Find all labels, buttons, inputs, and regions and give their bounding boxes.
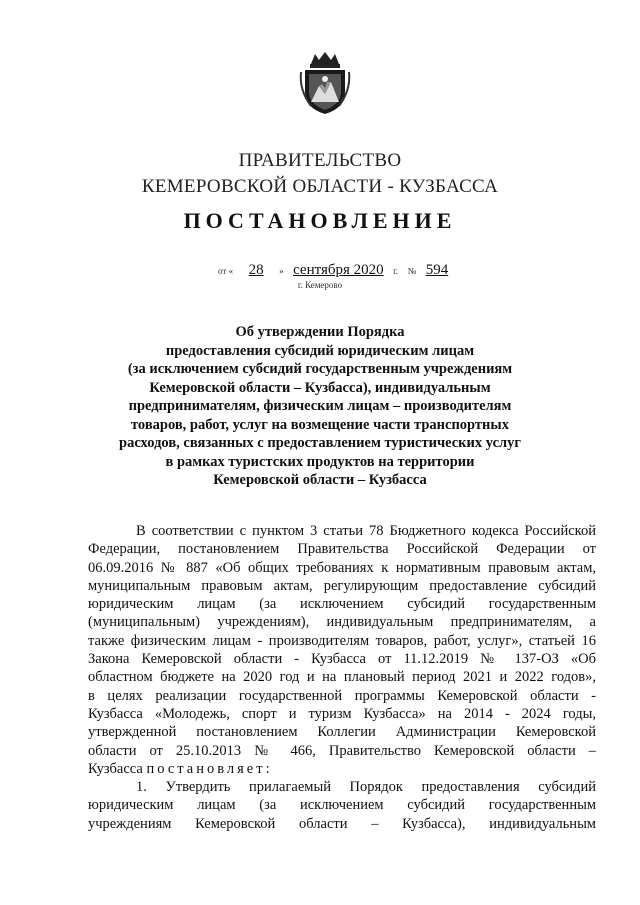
title-line: (за исключением субсидий государственным учреждениям — [127, 361, 513, 377]
resolves-prefix: Кузбасса — [88, 760, 143, 777]
date-day: 28 — [248, 262, 264, 278]
body-line-resolves — [88, 760, 596, 778]
date-number-row — [218, 262, 454, 279]
body-line: утвержденной постановлением Коллегии Администрации Кемеровской — [88, 724, 596, 741]
body-line: в целях реализации государственной программы Кемеровской области - — [88, 687, 596, 704]
body-line: муниципальным правовым актам, регулирующим предоставление субсидий — [88, 577, 596, 594]
title-line: предпринимателям, физическим лицам – производителям — [128, 398, 512, 414]
city-label: г. Кемерово — [297, 280, 343, 290]
date-year-suffix: г. — [393, 266, 399, 276]
body-line: юридическим лицам (за исключением субсидий государственным — [88, 797, 596, 814]
document-body — [88, 522, 596, 833]
body-line: В соответствии с пунктом 3 статьи 78 Бюджетного кодекса Российской — [136, 523, 596, 539]
date-quote-close: » — [279, 266, 284, 276]
resolves-word: постановляет: — [146, 760, 273, 777]
body-line: юридическим лицам (за исключением субсидий государственным — [88, 596, 596, 613]
body-line: области от 25.10.2013 № 466, Правительство Кемеровской области – — [88, 742, 596, 759]
date-from-label: от « — [218, 266, 234, 276]
document-title — [110, 323, 530, 490]
title-line: Кемеровской области – Кузбасса), индивидуальным — [149, 379, 491, 396]
body-line: областном бюджете на 2020 год и на плановый период 2021 и 2022 годов», — [88, 669, 596, 686]
coat-of-arms-emblem — [297, 50, 353, 116]
body-line: 06.09.2016 № 887 «Об общих требованиях к нормативным правовым актам, — [88, 559, 596, 576]
number-sign: № — [407, 266, 417, 276]
government-name-line2: КЕМЕРОВСКОЙ ОБЛАСТИ - КУЗБАССА — [141, 176, 499, 197]
body-line: (муниципальным) учреждениям), индивидуальным предпринимателям, а — [88, 614, 596, 631]
body-line: Закона Кемеровской области - Кузбасса от 11.12.2019 № 137-ОЗ «Об — [88, 651, 596, 668]
body-line: 1. Утвердить прилагаемый Порядок предоставления субсидий — [136, 779, 596, 796]
title-line: расходов, связанных с предоставлением туристических услуг — [119, 435, 521, 451]
government-name-line1: ПРАВИТЕЛЬСТВО — [238, 150, 402, 171]
title-line: предоставления субсидий юридическим лицам — [165, 342, 475, 359]
title-line: Об утверждении Порядка — [235, 324, 405, 340]
body-line: учреждениям Кемеровской области – Кузбасса), индивидуальным — [88, 815, 596, 832]
document-number: 594 — [425, 262, 449, 278]
document-type-heading: ПОСТАНОВЛЕНИЕ — [183, 208, 457, 233]
title-line: Кемеровской области – Кузбасса — [213, 472, 427, 488]
body-line: Кузбасса «Молодежь, спорт и туризм Кузбасса» на 2014 - 2024 годы, — [88, 705, 596, 722]
body-line: также физическим лицам - производителям товаров, работ, услуг», статьей 16 — [88, 632, 596, 649]
title-line: товаров, работ, услуг на возмещение части транспортных — [131, 416, 509, 433]
title-line: в рамках туристских продуктов на территории — [165, 453, 475, 470]
date-month-year: сентября 2020 — [293, 262, 384, 278]
body-line: Федерации, постановлением Правительства Российской Федерации от — [88, 541, 596, 558]
